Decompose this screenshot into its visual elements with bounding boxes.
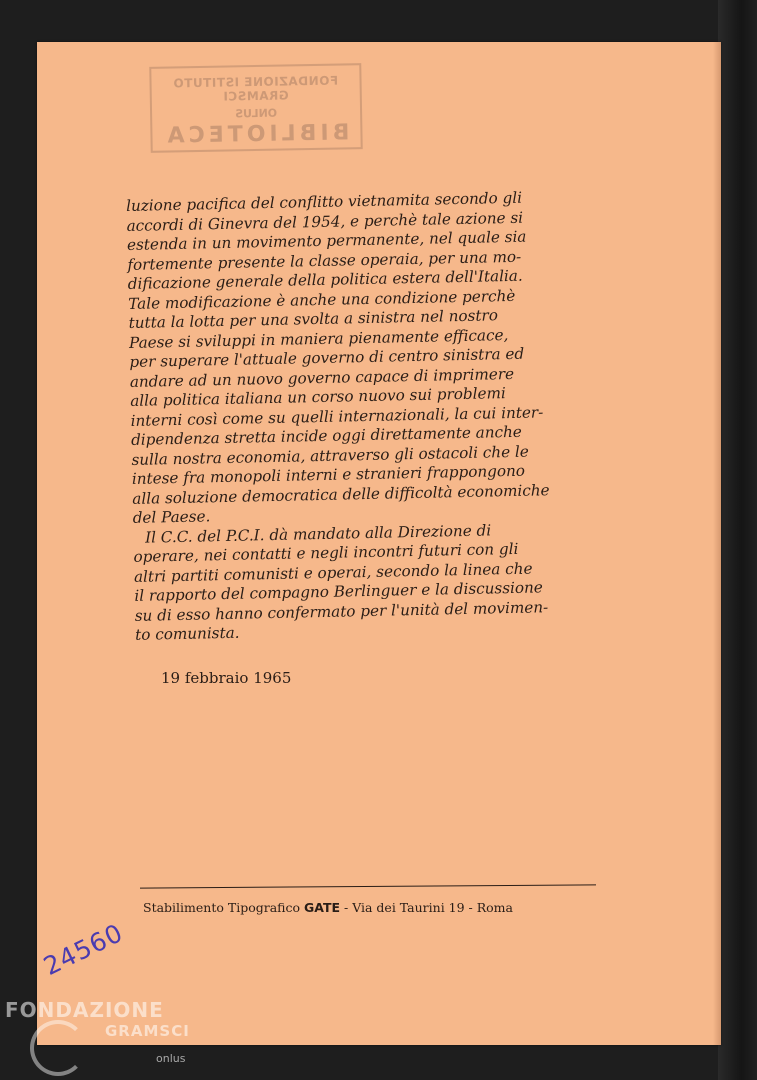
body-line: estenda in un movimento permanente, nel quale sia (126, 227, 527, 254)
body-line: intese fra monopoli interni e stranieri frappongono (131, 461, 526, 488)
printer-prefix: Stabilimento Tipografico (143, 900, 304, 915)
stamp-line-3: BIBLIOTECA (163, 120, 350, 149)
page-shadow (713, 42, 721, 1045)
body-line: luzione pacifica del conflitto vietnamita secondo gli (126, 188, 523, 215)
handwritten-inventory-number: 24560 (39, 917, 128, 982)
watermark-logo-icon (30, 1020, 86, 1076)
body-line: dipendenza stretta incide oggi direttamente anche (130, 422, 522, 449)
footer-rule (140, 884, 596, 888)
body-line: accordi di Ginevra del 1954, e perchè tale azione si (126, 208, 524, 235)
body-line: tutta la lotta per una svolta a sinistra nel nostro (128, 306, 499, 332)
body-line: andare ad un nuovo governo capace di imprimere (129, 364, 515, 391)
body-line: per superare l'attuale governo di centro sinistra ed (129, 344, 525, 371)
body-line: interni così come su quelli internazionali, la cui inter- (130, 402, 544, 430)
watermark-onlus: onlus (156, 1052, 186, 1065)
body-line: Paese si sviluppi in maniera pienamente efficace, (128, 325, 509, 352)
body-line: alla politica italiana un corso nuovo sui problemi (130, 384, 506, 410)
watermark-subtitle: GRAMSCI (105, 1022, 190, 1040)
printer-imprint (143, 900, 513, 915)
body-line: dificazione generale della politica estera dell'Italia. (127, 266, 523, 293)
body-line: to comunista. (134, 623, 240, 644)
stamp-line-1: FONDAZIONE ISTITUTO GRAMSCI (172, 73, 339, 104)
watermark-title: FONDAZIONE (5, 998, 164, 1022)
body-text (126, 187, 625, 646)
body-line: fortemente presente la classe operaia, per una mo- (127, 247, 522, 274)
body-line: il rapporto del compagno Berlinguer e la discussione (134, 578, 544, 605)
body-line: sulla nostra economia, attraverso gli ostacoli che le (131, 442, 529, 469)
body-line: su di esso hanno confermato per l'unità del movimen- (134, 597, 549, 625)
library-stamp (149, 63, 362, 153)
body-line: altri partiti comunisti e operai, secondo la linea che (133, 559, 533, 586)
document-page (37, 42, 721, 1045)
scanner-edge (718, 0, 757, 1080)
body-line: operare, nei contatti e negli incontri futuri con gli (133, 539, 519, 566)
body-line: Il C.C. del P.C.I. dà mandato alla Direzione di (144, 520, 492, 547)
document-date: 19 febbraio 1965 (161, 669, 292, 687)
body-line: Tale modificazione è anche una condizione perchè (128, 286, 516, 313)
body-line: alla soluzione democratica delle difficoltà economiche (132, 480, 550, 508)
printer-name: GATE (304, 900, 341, 915)
stamp-line-2: ONLUS (234, 106, 278, 121)
body-line: del Paese. (132, 507, 211, 527)
printer-address: - Via dei Taurini 19 - Roma (340, 900, 513, 915)
